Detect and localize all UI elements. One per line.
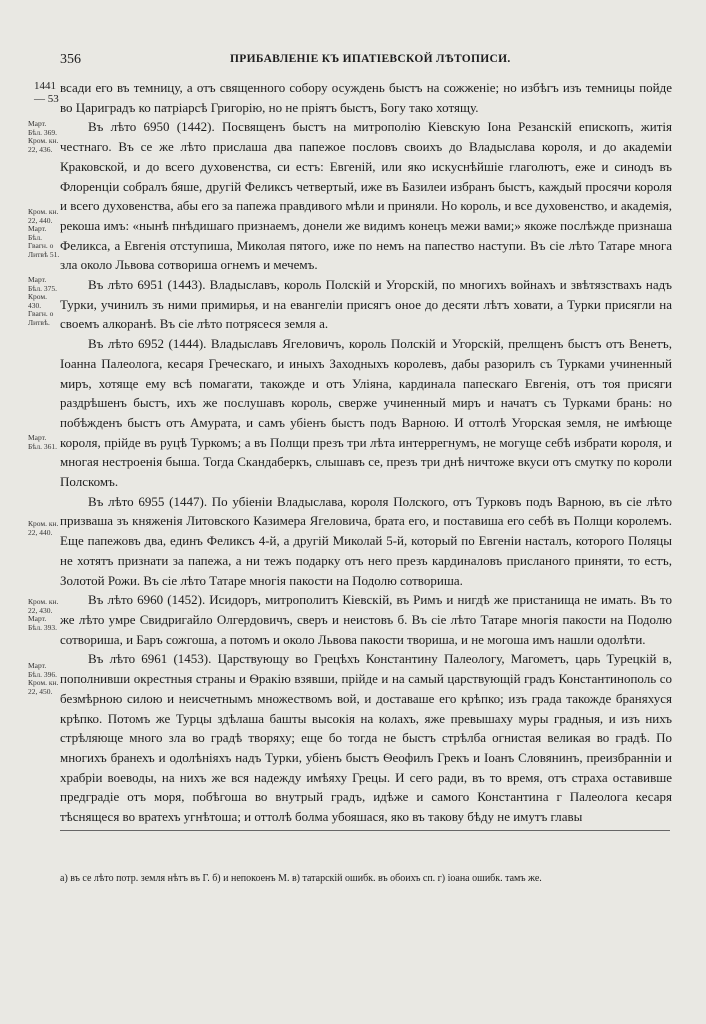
chronicle-text — [60, 78, 672, 827]
paragraph: Въ лѣто 6951 (1443). Владыславъ, король Полскій и Угорскій, по многихъ войнахъ и звѣтязствахъ надъ Турки, учинилъ зъ ними примирья, и на евангеліи присягъ оное до десяти лѣтъ ховати, а Турки присягли на своемъ алкоранѣ. Въ сіе лѣто потрясеся земля а. — [60, 277, 672, 332]
paragraph: Въ лѣто 6955 (1447). По убіеніи Владыслава, короля Полского, отъ Турковъ подъ Варною, въ сіе лѣто призваша зъ княженія Литовского Казимера Ягеловича, брата его, и поставиша его себѣ въ Полщи королемъ. Еще папежовъ два, единъ Феликсъ 4-й, а другій Миколай 5-й, который по Евгеніи насталъ, которого Поляцы не хотятъ признати за папежа, а ни тежъ подарку отъ него презъ кардиналовъ присланого приняти, то естъ, Золотой Рожи. Въ сіе лѣто Татаре многія пакости на Подолю сотвориша. — [60, 493, 672, 588]
paragraph: всади его въ темницу, а отъ священного собору осуждень быстъ на сожженіе; но избѣгъ изъ темницы пойде во Цариградъ ко патріарсѣ Григорію, но не пріятъ быстъ, Богу тако хотящу. — [60, 80, 672, 115]
margin-note: Март. Бѣл. 375. Кром. 430. Гвагн. о Литвѣ. — [28, 275, 57, 327]
margin-year-range: 1441 — 53 — [34, 80, 59, 105]
running-title: ПРИБАВЛЕНІЕ КЪ ИПАТІЕВСКОЙ ЛѢТОПИСИ. — [230, 53, 511, 65]
paragraph: Въ лѣто 6950 (1442). Посвященъ быстъ на митрополію Кіевскую Іона Резанскій епископъ, житія честнаго. Въ се же лѣто прислаша два папежое пословъ своихъ до Владыслава короля, и до академіи Краковской, и до всего духовенства, си естъ: Евгеній, или яко искуснѣйшіе глаголютъ, еже и синодъ въ Флоренціи собралъ бяше, другій Феликсъ четвертый, иже въ Базилеи избранъ быстъ, каждый просячи короля и всего духовенства, абы его за папежа правдивого мѣли и приняли. Но король, и все духовенство, и академія, рекоша имъ: «нынѣ пнѣдишаго признаемъ, донели же видимъ конецъ межи вами;» якоже послѣжде признаша Феликса, а Евгенія отступиша, Миколая пятого, иже по немъ на папество наступи. Въ сіе лѣто Татаре многа зла около Львова сотвориша огнемъ и мечемъ. — [60, 119, 672, 273]
page-header — [60, 52, 670, 70]
margin-note: Кром. кн. 22, 430. Март. Бѣл. 393. — [28, 597, 59, 632]
margin-note: Кром. кн. 22, 440. Март. Бѣл. Гвагн. о Литвѣ 51. — [28, 207, 60, 259]
margin-note: Март. Бѣл. 361. — [28, 433, 57, 451]
paragraph: Въ лѣто 6952 (1444). Владыславъ Ягеловичъ, король Полскій и Угорскій, прелщенъ быстъ отъ Венетъ, Іоанна Палеолога, кесаря Греческаго, и иныхъ Заходныхъ королевъ, дабы разорилъ съ Турками учиненный миръ, хотяще ему всѣ помагати, такожде и отъ Уліяна, кардинала папескаго Евгенія, отъ тоя присяги раздрѣшенъ быстъ, ихъ же послушавъ король, сверже учиненный миръ и начатъ съ Турками брань: но побѣжденъ быстъ отъ Амурата, и самъ убіенъ быстъ подъ Варною. И оттолѣ Угорская земля, не имѣюще короля, прійде въ руцѣ Туркомъ; а въ Полщи презъ три лѣта интеррегнумъ, не могуще себѣ избрати короля, и многая нестроенія быша. Тогда Скандаберкъ, слышавъ се, презъ три днѣ ничтоже вкуси отъ смутку по короли Полскомъ. — [60, 336, 672, 490]
margin-note: Март. Бѣл. 369. Кром. кн. 22, 436. — [28, 119, 59, 154]
footnotes: а) въ се лѣто потр. земля нѣтъ въ Г. б) и непокоенъ М. в) татарскій ошибк. въ обоихъ сп. г) іоана ошибк. тамъ же. — [60, 873, 542, 884]
margin-note: Кром. кн. 22, 440. — [28, 519, 59, 537]
page-number: 356 — [60, 52, 81, 67]
paragraph: Въ лѣто 6961 (1453). Царствующу во Грецѣхъ Константину Палеологу, Магометъ, царь Турецкій в, пополнивши окрестныя страны и Ѳракію взявши, прійде и на самый царствующій градъ Константинополь со безмѣрною силою и неисчетнымъ множествомъ вой, и доставаше его крѣпко; изъ града такожде браняхуся крѣпко. Потомъ же Турцы здѣлаша башты высокія на колахъ, яже превышаху муры градныя, и изъ нихъ стрѣляюще много зла во градѣ творяху; еще бо тогда не быстъ стрѣлба огнистая великая во градѣ. По многихъ бранехъ и одолѣніяхъ надъ Турки, убіенъ быстъ Ѳеофилъ Грекъ и Іоанъ Словянинъ, преизбранніи и храбріи воеводы, на нихъ же вся надежду имѣяху Грецы. И сего ради, въ то время, отъ страха оставивше предградіе отъ моря, побѣгоша во внутрый градъ, идѣже и самого Константина г Палеолога кесаря тѣснящеся во вратехъ угнѣтоша; и оттолѣ болма убояшася, яко въ такову бѣду не имутъ главы — [60, 651, 672, 825]
footnote-divider — [60, 830, 670, 831]
paragraph: Въ лѣто 6960 (1452). Исидоръ, митрополитъ Кіевскій, въ Римъ и нигдѣ же пристанища не имать. Въ то же лѣто умре Свидригайло Олгердовичъ, сверъ и неистовъ б. Въ сіе лѣто Татаре многія пакости на Подолю сотвориша, и Баръ сожгоша, а потомъ и около Львова пакости твориша, и не могоша имъ нашли одолѣти. — [60, 592, 672, 647]
margin-note: Март. Бѣл. 396. Кром. кн. 22, 450. — [28, 661, 59, 696]
